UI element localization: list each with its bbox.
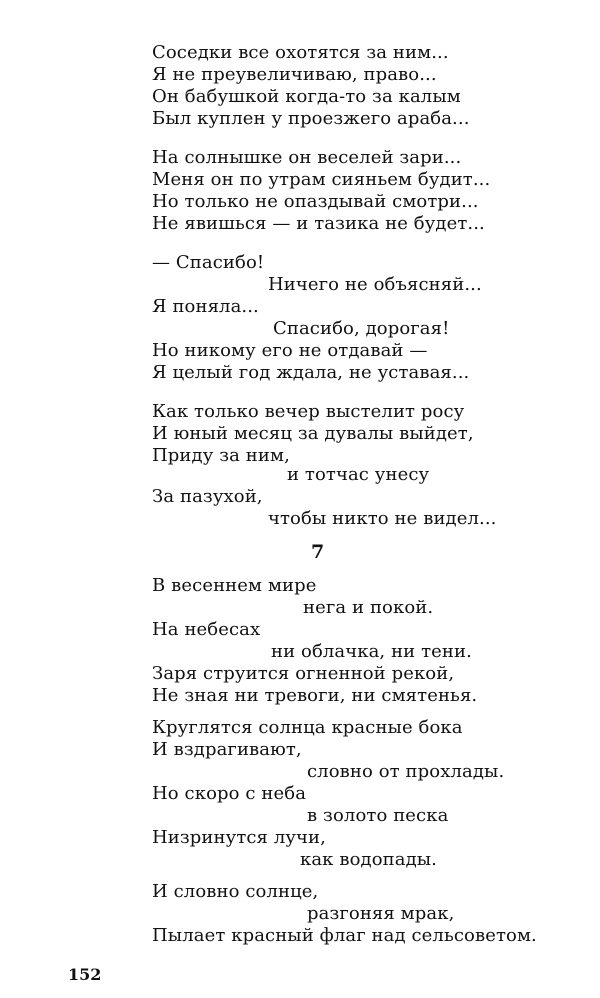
poem-line: Круглятся солнца красные бока xyxy=(152,717,463,738)
poem-line: как водопады. xyxy=(300,849,438,870)
poem-line: Спасибо, дорогая! xyxy=(273,318,450,339)
poem-line: Соседки все охотятся за ним... xyxy=(152,42,449,63)
poem-line: В весеннем мире xyxy=(152,575,317,596)
poem-line: Я целый год ждала, не уставая... xyxy=(152,362,470,383)
poem-line: чтобы никто не видел... xyxy=(268,508,497,529)
section-number: 7 xyxy=(311,541,325,563)
poem-line: И юный месяц за дувалы выйдет, xyxy=(152,423,474,444)
poem-line: Но только не опаздывай смотри... xyxy=(152,191,479,212)
poem-line: На солнышке он веселей зари... xyxy=(152,147,462,168)
poem-line: словно от прохлады. xyxy=(307,761,505,782)
poem-line: Но никому его не отдавай — xyxy=(152,340,428,361)
poem-line: Ничего не объясняй... xyxy=(268,274,482,295)
poem-line: разгоняя мрак, xyxy=(307,903,455,924)
poem-line: Был куплен у проезжего араба... xyxy=(152,108,470,129)
poem-line: Низринутся лучи, xyxy=(152,827,326,848)
poem-line: Пылает красный флаг над сельсоветом. xyxy=(152,925,537,946)
poem-line: ни облачка, ни тени. xyxy=(271,641,472,662)
poem-line: За пазухой, xyxy=(152,486,263,507)
poem-line: И словно солнце, xyxy=(152,881,319,902)
poem-line: Меня он по утрам сияньем будит... xyxy=(152,169,491,190)
poem-line: И вздрагивают, xyxy=(152,739,302,760)
poem-line: Заря струится огненной рекой, xyxy=(152,663,455,684)
poem-line: нега и покой. xyxy=(303,597,434,618)
poem-line: Не явишься — и тазика не будет... xyxy=(152,213,485,234)
poem-line: — Спасибо! xyxy=(152,252,265,273)
poem-line: в золото песка xyxy=(307,805,449,826)
page-number: 152 xyxy=(68,965,102,984)
poem-line: Но скоро с неба xyxy=(152,783,307,804)
poem-line: Приду за ним, xyxy=(152,445,290,466)
poem-line: Не зная ни тревоги, ни смятенья. xyxy=(152,685,478,706)
poem-line: и тотчас унесу xyxy=(287,464,430,485)
poem-line: Как только вечер выстелит росу xyxy=(152,401,465,422)
poem-line: Я не преувеличиваю, право... xyxy=(152,64,437,85)
poem-line: Я поняла... xyxy=(152,296,259,317)
poem-line: На небесах xyxy=(152,619,261,640)
poem-line: Он бабушкой когда-то за калым xyxy=(152,86,461,107)
